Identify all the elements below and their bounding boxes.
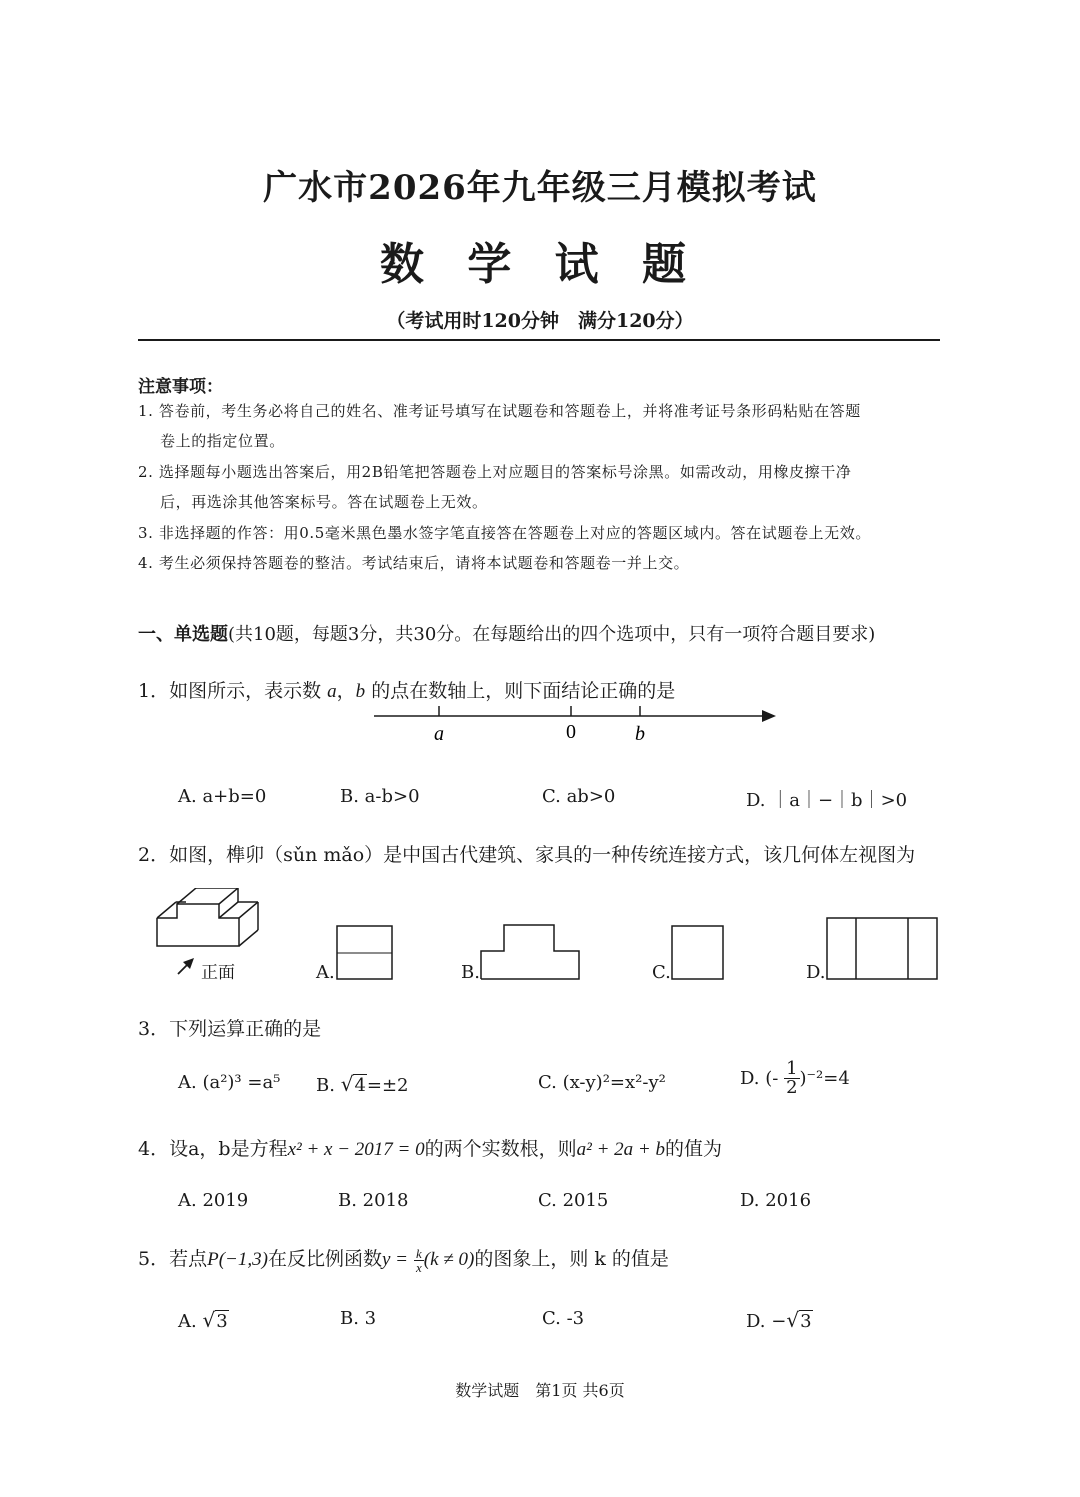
question-2-stem: 2．如图，榫卯（sǔn mǎo）是中国古代建筑、家具的一种传统连接方式，该几何体左视图为 xyxy=(138,844,916,866)
q3-option-b[interactable] xyxy=(316,1072,409,1096)
page-footer: 数学试题 第1页 共6页 xyxy=(455,1381,625,1400)
q4-equation: x² + x − 2017 = 0 xyxy=(287,1139,425,1160)
q1-option-b[interactable]: B. a-b>0 xyxy=(340,786,420,807)
section-description: (共10题，每题3分，共30分。在每题给出的四个选项中，只有一项符合题目要求) xyxy=(228,624,876,645)
q1-var-a: a xyxy=(327,681,337,702)
notice-item-1: 1. 答卷前，考生务必将自己的姓名、准考证号填写在试题卷和答题卷上，并将准考证号条形码粘贴在答题 xyxy=(138,402,861,420)
q3-d-fraction xyxy=(784,1060,799,1097)
notice-item-2-cont: 后，再选涂其他答案标号。答在试题卷上无效。 xyxy=(160,493,488,511)
tick-label-0: 0 xyxy=(566,721,576,743)
q1-option-c[interactable]: C. ab>0 xyxy=(542,786,616,807)
notice-item-2: 2. 选择题每小题选出答案后，用2B铅笔把答题卷上对应题目的答案标号涂黑。如需改动，用橡皮擦干净 xyxy=(138,463,852,481)
tick-label-b: b xyxy=(635,723,645,745)
q5-fraction xyxy=(414,1247,424,1274)
number-line-arrow xyxy=(762,710,776,722)
q4-option-c[interactable]: C. 2015 xyxy=(538,1190,609,1211)
q2-option-a-label[interactable]: A. xyxy=(316,962,335,983)
front-label: 正面 xyxy=(201,963,235,983)
q1-option-a[interactable]: A. a+b=0 xyxy=(178,786,267,807)
exam-title: 广水市2026年九年级三月模拟考试 xyxy=(263,168,817,208)
notice-item-4: 4. 考生必须保持答题卷的整洁。考试结束后，请将本试题卷和答题卷一并上交。 xyxy=(138,554,690,572)
q1-stem-post: 的点在数轴上，则下面结论正确的是 xyxy=(371,680,676,702)
q5-stem-pre: 5．若点 xyxy=(138,1248,208,1270)
q2-option-c-label[interactable]: C. xyxy=(652,962,671,983)
q2-option-d-figure[interactable] xyxy=(825,916,940,982)
q3-option-d[interactable] xyxy=(740,1060,850,1097)
q5-a-radicand: 3 xyxy=(216,1311,228,1332)
question-1-stem xyxy=(138,676,675,703)
sqrt-icon: √3 xyxy=(202,1308,228,1332)
q5-condition: (k ≠ 0) xyxy=(423,1249,475,1270)
tick-label-a: a xyxy=(434,723,444,745)
q2-option-a-figure[interactable] xyxy=(335,924,395,982)
header-divider xyxy=(138,339,940,341)
q5-option-a-prefix: A. xyxy=(178,1311,197,1332)
q4-option-d[interactable]: D. 2016 xyxy=(740,1190,812,1211)
q4-stem-pre: 4．设a，b是方程 xyxy=(138,1138,288,1160)
q4-option-a[interactable]: A. 2019 xyxy=(178,1190,249,1211)
section-heading xyxy=(138,620,875,646)
q5-func-lhs: y = xyxy=(381,1249,408,1270)
q5-frac-num: k xyxy=(416,1245,422,1261)
q4-stem-post: 的值为 xyxy=(664,1138,722,1160)
q5-option-d[interactable] xyxy=(746,1308,813,1332)
notice-heading: 注意事项： xyxy=(138,377,223,397)
q2-option-b-figure[interactable] xyxy=(479,922,584,982)
q3-option-a[interactable]: A. (a²)³ =a⁵ xyxy=(178,1072,281,1093)
q2-option-c-figure[interactable] xyxy=(670,924,726,982)
q5-d-sign: − xyxy=(771,1311,787,1332)
q3-d-den: 2 xyxy=(786,1077,798,1098)
sqrt-icon: √3 xyxy=(786,1308,812,1332)
section-label: 一、单选题 xyxy=(138,624,228,645)
q1-comma: ， xyxy=(336,680,356,702)
question-3-stem: 3．下列运算正确的是 xyxy=(138,1018,322,1040)
q5-stem-post: 的图象上，则 k 的值是 xyxy=(474,1248,669,1270)
q1-option-d[interactable]: D. ｜a｜−｜b｜>0 xyxy=(746,790,908,811)
number-line xyxy=(360,700,790,750)
q5-option-d-prefix: D. xyxy=(746,1311,766,1332)
q3-option-d-prefix: D. (- xyxy=(740,1068,779,1089)
q5-stem-mid: 在反比例函数 xyxy=(267,1248,382,1270)
q5-point: P(−1,3) xyxy=(207,1249,268,1270)
question-4-stem xyxy=(138,1134,722,1161)
q4-option-b[interactable]: B. 2018 xyxy=(338,1190,409,1211)
q3-d-num: 1 xyxy=(786,1058,798,1079)
q3-option-b-prefix: B. xyxy=(316,1075,335,1096)
q1-stem-pre: 1．如图所示，表示数 xyxy=(138,680,322,702)
q3-option-b-rest: =±2 xyxy=(366,1075,409,1096)
q5-frac-den: x xyxy=(416,1259,422,1275)
notice-item-3: 3. 非选择题的作答：用0.5毫米黑色墨水签字笔直接答在答题卷上对应的答题区域内。答在试题卷上无效。 xyxy=(138,524,871,542)
q5-option-c[interactable]: C. -3 xyxy=(542,1308,585,1329)
q2-option-d-label[interactable]: D. xyxy=(806,962,826,983)
q4-expression: a² + 2a + b xyxy=(576,1139,665,1160)
question-5-stem xyxy=(138,1238,669,1281)
q5-d-radicand: 3 xyxy=(800,1311,812,1332)
notice-item-1-cont: 卷上的指定位置。 xyxy=(160,432,285,450)
q3-b-radicand: 4 xyxy=(354,1075,366,1096)
q1-var-b: b xyxy=(355,681,366,702)
exam-duration-score: （考试用时120分钟 满分120分） xyxy=(386,310,694,332)
q5-option-a[interactable] xyxy=(178,1308,229,1332)
q2-option-b-label[interactable]: B. xyxy=(461,962,480,983)
q5-option-b[interactable]: B. 3 xyxy=(340,1308,377,1329)
q4-stem-mid: 的两个实数根，则 xyxy=(424,1138,577,1160)
sqrt-icon: √4 xyxy=(340,1072,366,1096)
q3-option-d-rest: )⁻²=4 xyxy=(799,1068,850,1089)
subject-title: 数 学 试 题 xyxy=(380,239,700,290)
q3-option-c[interactable]: C. (x-y)²=x²-y² xyxy=(538,1072,666,1093)
